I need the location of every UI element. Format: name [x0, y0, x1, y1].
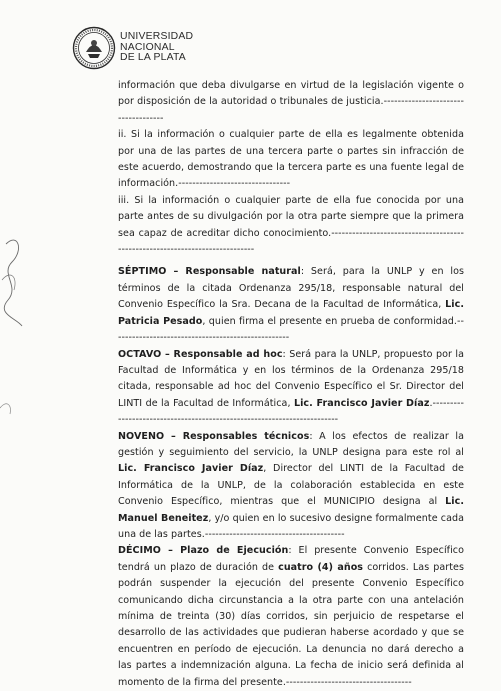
clause-noveno [118, 429, 464, 544]
paragraph-intro [118, 78, 464, 127]
paragraph-ii [118, 127, 464, 193]
clause-septimo [118, 264, 464, 346]
iii-text: iii. Si la información o cualquier parte de ella fue conocida por una parte antes de su divulgación por la otra parte siempre que la primera sea capaz de acreditar dicho conocimiento.----------------------------------------------------------------------------- [118, 194, 464, 256]
clause-decimo [118, 543, 464, 691]
ii-text: ii. Si la información o cualquier parte de ella es legalmente obtenida por una de las partes de una tercera parte o partes sin infracción de este acuerdo, demostrando que la tercera parte es una fuente legal de información.-------------------------------- [118, 129, 464, 190]
university-line-1: UNIVERSIDAD [120, 31, 194, 43]
university-name [120, 32, 193, 64]
university-seal-icon [72, 26, 116, 70]
noveno-name-1: Lic. Francisco Javier Díaz [118, 463, 264, 475]
noveno-name-2: Lic. Manuel Beneitez [118, 496, 464, 524]
noveno-text-a: : A los efectos de realizar la gestión y seguimiento del servicio, la UNLP designa para este rol al [118, 430, 464, 458]
letterhead [72, 26, 193, 70]
document-body [118, 78, 464, 691]
septimo-name: Lic. Patricia Pesado [118, 299, 464, 327]
decimo-text-a: : El presente Convenio Específico tendrá un plazo de duración de [118, 545, 464, 573]
decimo-text-b: corridos. Las partes podrán suspender la ejecución del presente Convenio Específico comunicando dicha circunstancia a la otra parte con una antelación mínima de treinta (30) días corridos, sin perjuicio de respetarse el desarrollo de las actividades que pudieran haberse acordado y que se encuentren en período de ejecución. La denuncia no dará derecho a las partes a indemnización alguna. La fecha de inicio será definida al momento de la firma del presente.------------------------------------ [118, 561, 465, 688]
septimo-text-a: : Será, para la UNLP y en los términos de la citada Ordenanza 295/18, responsable natural del Convenio Específico la Sra. Decana de la Facultad de Informática, [118, 266, 464, 311]
intro-text: información que deba divulgarse en virtud de la legislación vigente o por disposición de la autoridad o tribunales de justicia.------------------------------------ [118, 80, 464, 124]
paragraph-iii [118, 193, 464, 259]
septimo-heading: SÉPTIMO – Responsable natural [118, 266, 301, 278]
university-line-3: DE LA PLATA [120, 52, 186, 64]
noveno-heading: NOVENO – Responsables técnicos [118, 430, 310, 442]
noveno-text-b: , Director del LINTI de la Facultad de Informática de la UNLP, de la colaboración establecida en este Convenio Específico, mientras que el MUNICIPIO designa al [118, 463, 464, 508]
decimo-heading: DÉCIMO – Plazo de Ejecución [118, 545, 289, 557]
noveno-text-c: , y/o quien en lo sucesivo designe formalmente cada una de las partes.---------------------------------------- [118, 512, 464, 540]
octavo-name: Lic. Francisco Javier Díaz [293, 397, 430, 409]
septimo-text-b: , quien firma el presente en prueba de conformidad.--------------------------------------------------- [118, 315, 464, 344]
octavo-text-a: : Será para la UNLP, propuesto por la Facultad de Informática y en los términos de la Ordenanza 295/18 citada, responsable ad hoc del Convenio Específico el Sr. Director del LINTI de la Facultad de Informática, [118, 348, 464, 409]
octavo-text-b: .------------------------------------------------------------------------ [118, 397, 464, 426]
clause-octavo [118, 347, 464, 429]
octavo-heading: OCTAVO – Responsable ad hoc [118, 348, 283, 360]
decimo-term: cuatro (4) años [278, 561, 364, 573]
university-line-2: NACIONAL [120, 41, 175, 53]
